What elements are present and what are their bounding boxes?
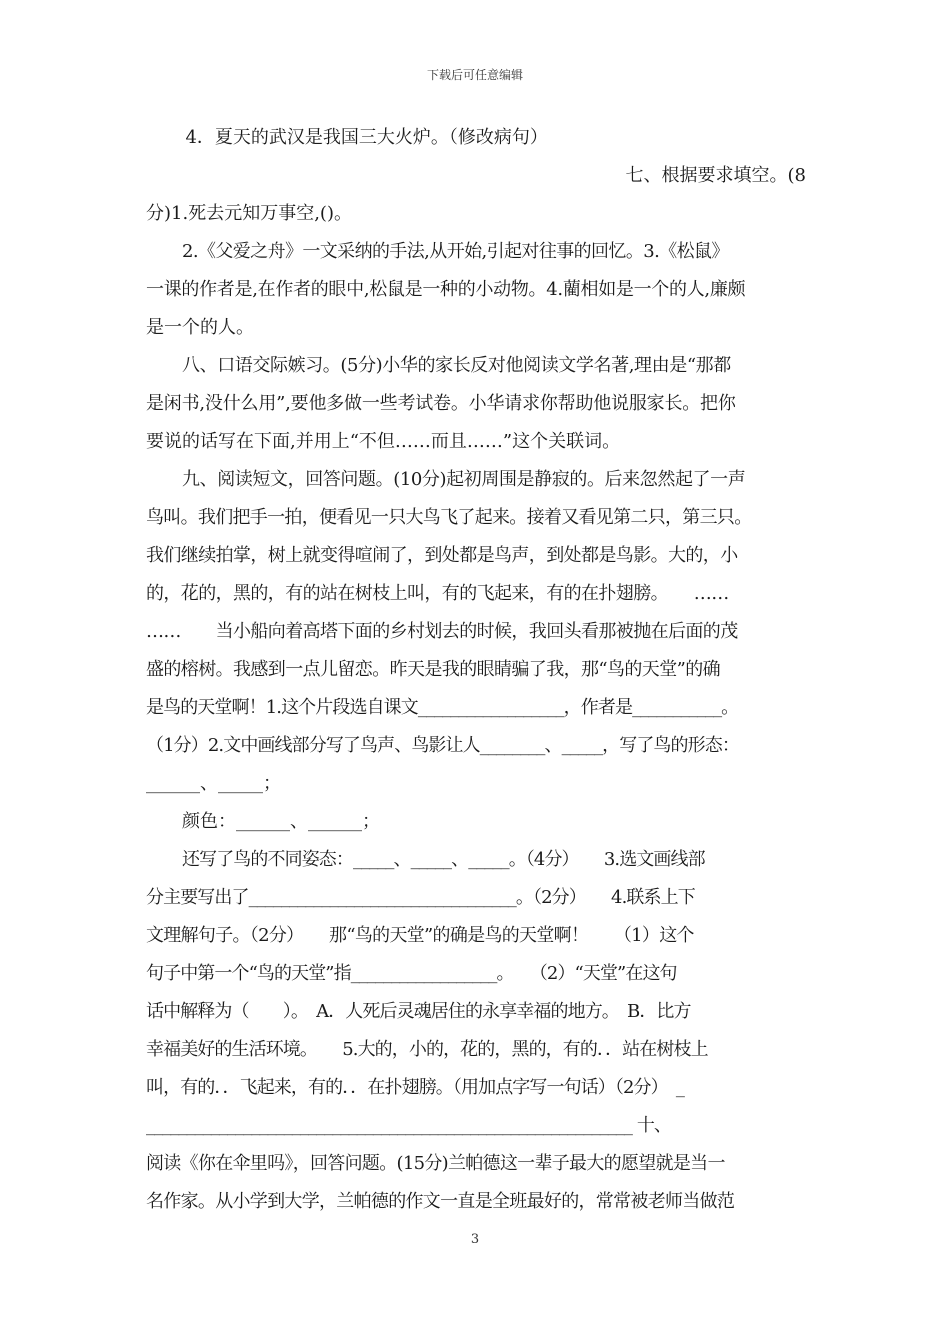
text-line: 的，花的，黑的，有的站在树枝上叫，有的飞起来，有的在扑翅膀。 ……: [146, 583, 729, 604]
text-line: 是闲书,没什么用”,要他多做一些考试卷。小华请求你帮助他说服家长。把你: [146, 393, 736, 414]
text-line: 句子中第一个“鸟的天堂”指__________________。 （2）“天堂”在这句: [146, 963, 677, 984]
text-line: 还写了鸟的不同姿态：_____、_____、_____。（4分） 3.选文画线部: [182, 849, 705, 870]
text-line: …… 当小船向着高塔下面的乡村划去的时候，我回头看那被抛在后面的茂: [146, 621, 738, 642]
text-line: 名作家。从小学到大学，兰帕德的作文一直是全班最好的，常常被老师当做范: [146, 1191, 735, 1212]
text-line: 是一个的人。: [146, 317, 254, 338]
text-line: 2.《父爱之舟》一文采纳的手法,从开始,引起对往事的回忆。3.《松鼠》: [182, 241, 729, 262]
text-line: 盛的榕树。我感到一点儿留恋。昨天是我的眼睛骗了我，那“鸟的天堂”的确: [146, 659, 721, 680]
text-line: 我们继续拍掌，树上就变得喧闹了，到处都是鸟声，到处都是鸟影。大的，小: [146, 545, 738, 566]
text-line: 八、口语交际嫉习。(5分)小华的家长反对他阅读文学名著,理由是“那都: [182, 355, 731, 376]
text-line: （1分）2.文中画线部分写了鸟声、鸟影让人________、_____，写了鸟的形态：: [146, 735, 739, 756]
text-line: 是鸟的天堂啊！1.这个片段选自课文__________________，作者是___________。: [146, 697, 739, 718]
text-line: 一课的作者是,在作者的眼中,松鼠是一种的小动物。4.藺相如是一个的人,廉颇: [146, 279, 746, 300]
page-header: 下载后可任意编辑: [426, 68, 523, 82]
text-line: 叫，有的．．飞起来，有的．．在扑翅膀。（用加点字写一句话）（2分） _: [146, 1077, 684, 1098]
text-line: 颜色：______、______；: [182, 811, 380, 832]
text-line: 文理解句子。（2分） 那“鸟的天堂”的确是鸟的天堂啊！ （1）这个: [146, 925, 694, 946]
text-line: 鸟叫。我们把手一拍，便看见一只大鸟飞了起来。接着又看见第二只，第三只。: [146, 507, 752, 528]
text-line: 七、根据要求填空。(8: [625, 165, 806, 186]
text-line: ____________________________________________________________ 十、: [146, 1115, 672, 1136]
text-line: 话中解释为（ ）。 A．人死后灵魂居住的永享幸福的地方。 B．比方: [146, 1001, 691, 1022]
text-line: ______、_____；: [146, 773, 281, 794]
page-number: 3: [470, 1232, 480, 1247]
text-line: 分)1.死去元知万事空,()。: [146, 203, 352, 224]
text-line: 幸福美好的生活环境。 5.大的，小的，花的，黑的，有的．．站在树枝上: [146, 1039, 708, 1060]
text-line: 4．夏天的武汉是我国三大火炉。（修改病句）: [174, 127, 548, 148]
text-line: 分主要写出了_________________________________。（2分） 4.联系上下: [146, 887, 695, 908]
text-line: 九、阅读短文，回答问题。(10分)起初周围是静寂的。后来忽然起了一声: [182, 469, 746, 490]
text-line: 要说的话写在下面,并用上“不但……而且……”这个关联词。: [146, 431, 621, 452]
text-line: 阅读《你在伞里吗》，回答问题。(15分)兰帕德这一辈子最大的愿望就是当一: [146, 1153, 725, 1174]
